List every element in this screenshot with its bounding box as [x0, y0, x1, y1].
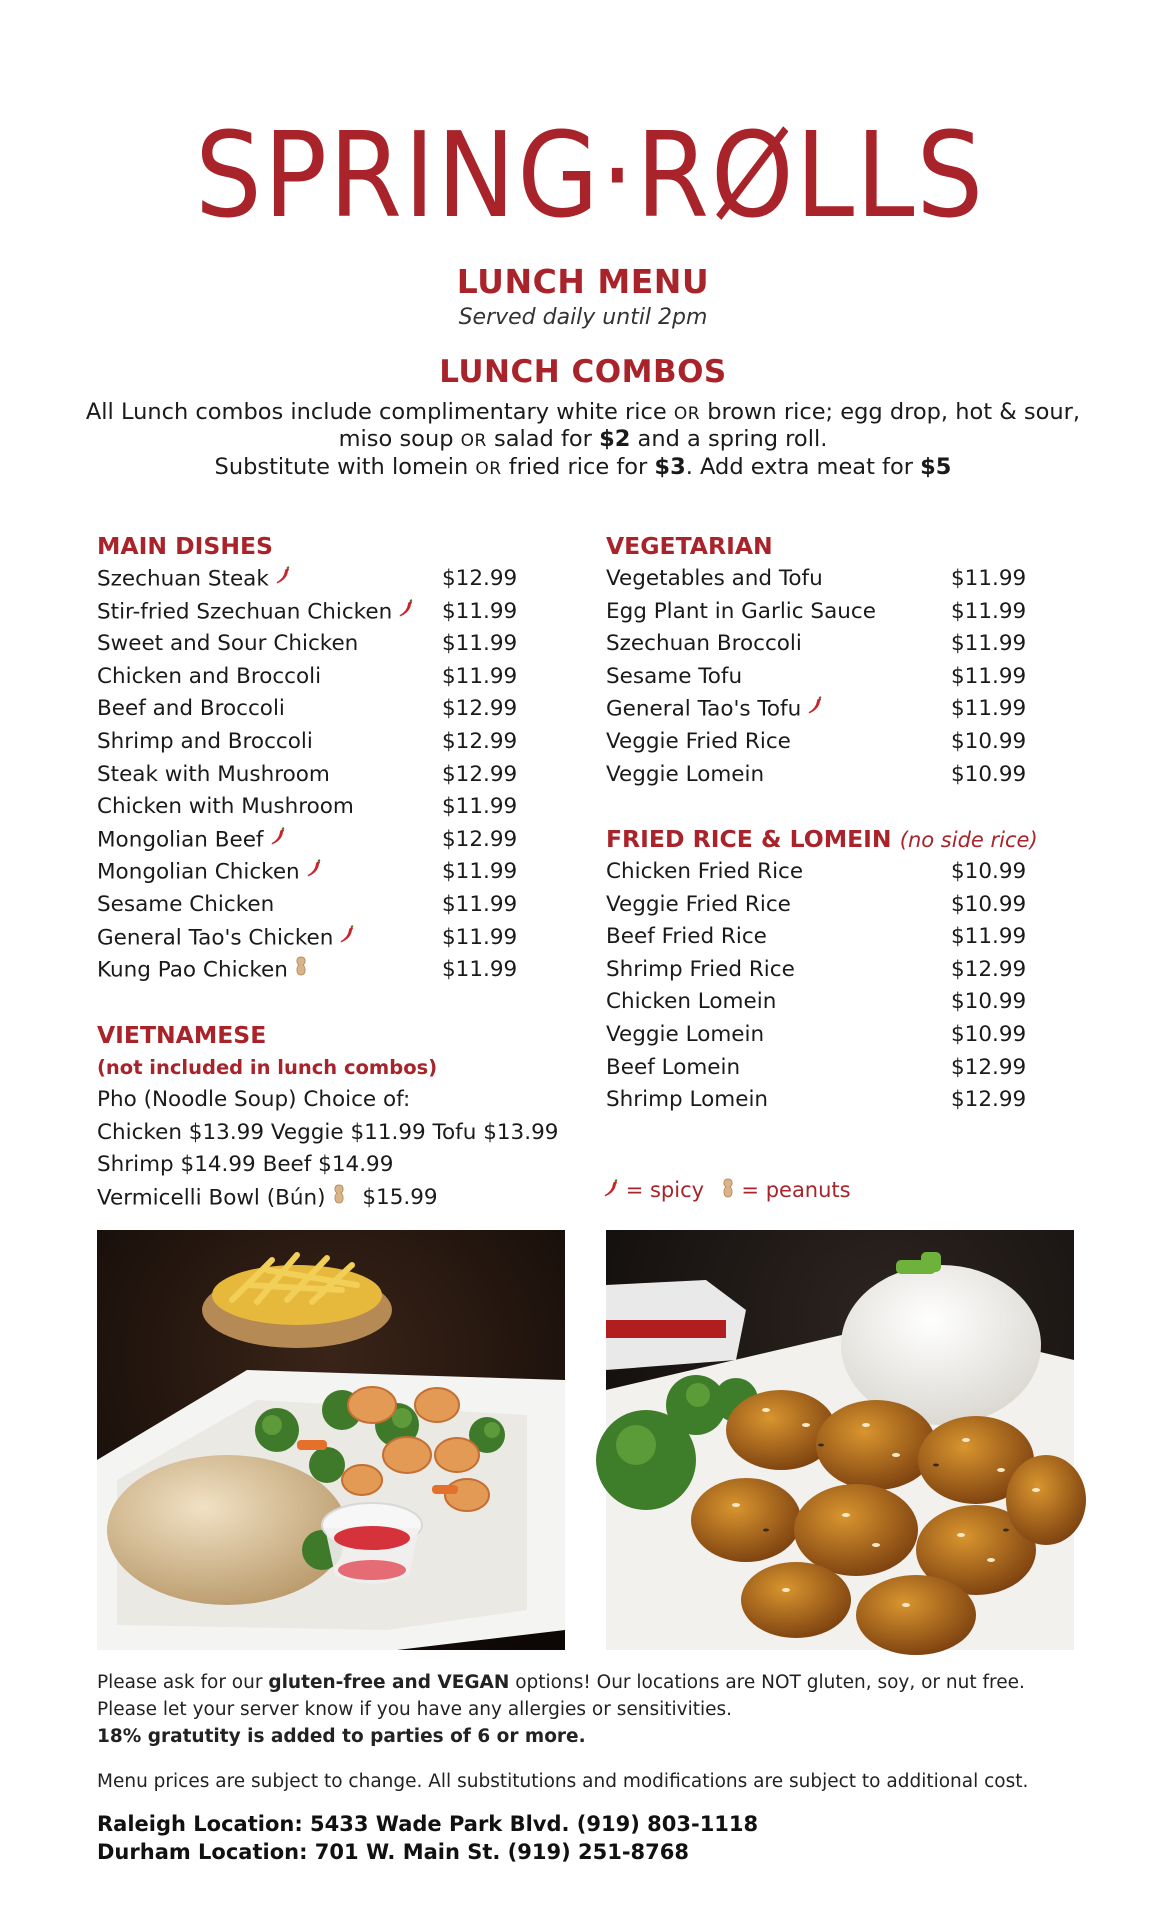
- main-dishes-section: [97, 529, 557, 987]
- shrimp-broccoli-photo: [97, 1230, 565, 1650]
- main-dish-item: [97, 824, 557, 857]
- main-dish-item-name: Kung Pao Chicken: [97, 957, 288, 983]
- main-dish-item: [97, 596, 557, 629]
- fried-rice-item-name: Chicken Fried Rice: [606, 859, 804, 884]
- main-dish-item-name: Mongolian Beef: [97, 827, 264, 853]
- vietnamese-title: VIETNAMESE: [97, 1021, 267, 1049]
- main-dish-item-price: $12.99: [442, 696, 518, 722]
- vegetarian-item-name: Egg Plant in Garlic Sauce: [606, 598, 876, 624]
- main-dish-item: [97, 954, 557, 987]
- chili-icon: [807, 693, 823, 726]
- combo-line-2: miso soup OR salad for $2 and a spring roll.: [338, 426, 828, 452]
- chili-icon: [275, 563, 291, 596]
- fried-rice-item-name: Shrimp Lomein: [606, 1087, 769, 1113]
- fried-rice-item-price: $10.99: [951, 859, 1027, 884]
- main-dish-item-name: Sweet and Sour Chicken: [97, 631, 359, 657]
- main-dishes-title: MAIN DISHES: [97, 532, 273, 560]
- spring-rolls-logo: [190, 88, 990, 248]
- fried-rice-item: [606, 954, 1066, 987]
- footer-line-1: Please ask for our gluten-free and VEGAN options! Our locations are NOT gluten, soy, or nut free.: [97, 1672, 1025, 1693]
- fried-rice-section: [606, 822, 1066, 1117]
- vegetarian-item-price: $11.99: [951, 598, 1027, 624]
- main-dish-item-name: Mongolian Chicken: [97, 859, 300, 885]
- main-dish-item-price: $11.99: [442, 891, 518, 917]
- main-dish-item-name: General Tao's Chicken: [97, 924, 334, 950]
- vegetarian-item-price: $11.99: [951, 663, 1027, 689]
- vegetarian-item-price: $11.99: [951, 696, 1027, 722]
- main-dish-item-name: Szechuan Steak: [97, 566, 269, 592]
- vegetarian-item-price: $10.99: [951, 728, 1027, 754]
- fried-rice-item-name: Veggie Fried Rice: [606, 891, 791, 917]
- fried-rice-item-price: $12.99: [951, 1087, 1027, 1113]
- fried-rice-item: [606, 1084, 1066, 1117]
- vegetarian-item-name: Veggie Fried Rice: [606, 728, 791, 754]
- main-dish-item: [97, 791, 557, 824]
- sesame-chicken-photo: [606, 1230, 1074, 1650]
- icon-legend: [603, 1175, 851, 1205]
- footer-line-4: Menu prices are subject to change. All substitutions and modifications are subject to additional cost.: [97, 1771, 1029, 1792]
- fried-rice-item-name: Beef Fried Rice: [606, 924, 767, 950]
- vegetarian-item-price: $10.99: [951, 761, 1027, 787]
- chili-icon: [306, 856, 322, 889]
- fried-rice-item-price: $12.99: [951, 956, 1027, 982]
- main-dish-item-name: Steak with Mushroom: [97, 761, 330, 787]
- vegetarian-item: [606, 563, 1066, 596]
- fried-rice-item-price: $12.99: [951, 1054, 1027, 1080]
- fried-rice-note: (no side rice): [899, 828, 1038, 852]
- chili-icon: [339, 922, 355, 955]
- main-dishes-list: [97, 563, 557, 987]
- fried-rice-item: [606, 856, 1066, 889]
- main-dish-item: [97, 759, 557, 792]
- vegetarian-title: VEGETARIAN: [606, 532, 773, 560]
- main-dish-item-price: $11.99: [442, 859, 518, 885]
- main-dish-item: [97, 726, 557, 759]
- fried-rice-title: FRIED RICE & LOMEIN (no side rice): [606, 825, 1038, 853]
- raleigh-location: Raleigh Location: 5433 Wade Park Blvd. (919) 803-1118: [97, 1812, 759, 1836]
- vegetarian-item-price: $11.99: [951, 631, 1027, 657]
- main-dish-item-price: $11.99: [442, 924, 518, 950]
- vegetarian-item: [606, 759, 1066, 792]
- main-dish-item: [97, 693, 557, 726]
- main-dish-item-price: $12.99: [442, 728, 518, 754]
- vermicelli-line: Vermicelli Bowl (Bún) $15.99: [97, 1182, 597, 1215]
- legend-spicy: = spicy: [625, 1178, 705, 1202]
- main-dish-item-price: $11.99: [442, 794, 518, 820]
- pho-prices-2: Shrimp $14.99 Beef $14.99: [97, 1152, 394, 1177]
- main-dish-item-name: Stir-fried Szechuan Chicken: [97, 598, 393, 624]
- vegetarian-section: [606, 529, 1066, 791]
- vegetarian-item-name: Sesame Tofu: [606, 663, 743, 689]
- pho-line: Pho (Noodle Soup) Choice of:: [97, 1087, 411, 1112]
- fried-rice-item-price: $10.99: [951, 1021, 1027, 1047]
- main-dish-item-name: Chicken and Broccoli: [97, 663, 322, 689]
- vegetarian-item: [606, 693, 1066, 726]
- main-dish-item-name: Chicken with Mushroom: [97, 794, 354, 820]
- fried-rice-item-name: Chicken Lomein: [606, 989, 777, 1015]
- fried-rice-item-name: Veggie Lomein: [606, 1021, 765, 1047]
- peanut-icon: [332, 1182, 346, 1215]
- main-dish-item: [97, 628, 557, 661]
- fried-rice-item-price: $11.99: [951, 924, 1027, 950]
- vegetarian-item: [606, 628, 1066, 661]
- fried-rice-item: [606, 986, 1066, 1019]
- vegetarian-item-name: Veggie Lomein: [606, 761, 765, 787]
- chili-icon: [398, 596, 414, 629]
- fried-rice-item: [606, 921, 1066, 954]
- main-dish-item-name: Sesame Chicken: [97, 891, 275, 917]
- vegetarian-item-name: Vegetables and Tofu: [606, 566, 823, 591]
- page-title: LUNCH MENU: [456, 262, 710, 301]
- peanut-icon: [294, 954, 308, 987]
- main-dish-item: [97, 922, 557, 955]
- pho-prices-1: Chicken $13.99 Veggie $11.99 Tofu $13.99: [97, 1119, 559, 1145]
- chili-icon: [270, 824, 286, 857]
- fried-rice-item-price: $10.99: [951, 989, 1027, 1015]
- combo-line-3: Substitute with lomein OR fried rice for $3. Add extra meat for $5: [214, 454, 952, 480]
- main-dish-item-price: $11.99: [442, 598, 518, 624]
- main-dish-item-price: $12.99: [442, 566, 518, 591]
- footer-line-2: Please let your server know if you have any allergies or sensitivities.: [97, 1699, 732, 1720]
- vegetarian-item-name: Szechuan Broccoli: [606, 631, 802, 657]
- logo-text: SPRING·RØLLS: [195, 106, 985, 244]
- combo-line-1: All Lunch combos include complimentary white rice OR brown rice; egg drop, hot & sour,: [85, 399, 1081, 425]
- vegetarian-list: [606, 563, 1066, 791]
- vietnamese-subtitle: (not included in lunch combos): [97, 1056, 438, 1079]
- fried-rice-item: [606, 889, 1066, 922]
- fried-rice-item: [606, 1019, 1066, 1052]
- main-dish-item-price: $11.99: [442, 957, 518, 983]
- peanut-icon: [721, 1176, 735, 1206]
- served-note: Served daily until 2pm: [458, 305, 708, 330]
- main-dish-item-price: $11.99: [442, 631, 518, 657]
- chili-icon: [603, 1176, 619, 1206]
- legend-peanuts: = peanuts: [741, 1178, 851, 1202]
- fried-rice-item: [606, 1052, 1066, 1085]
- main-dish-item-price: $11.99: [442, 663, 518, 689]
- fried-rice-list: [606, 856, 1066, 1117]
- vegetarian-item-price: $11.99: [951, 566, 1027, 591]
- main-dish-item: [97, 661, 557, 694]
- main-dish-item-price: $12.99: [442, 826, 518, 852]
- vegetarian-item: [606, 596, 1066, 629]
- durham-location: Durham Location: 701 W. Main St. (919) 251-8768: [97, 1840, 690, 1864]
- main-dish-item-name: Beef and Broccoli: [97, 696, 285, 722]
- main-dish-item: [97, 856, 557, 889]
- vegetarian-item: [606, 726, 1066, 759]
- main-dish-item: [97, 889, 557, 922]
- fried-rice-item-price: $10.99: [951, 891, 1027, 917]
- main-dish-item: [97, 563, 557, 596]
- fried-rice-item-name: Shrimp Fried Rice: [606, 956, 795, 982]
- main-dish-item-name: Shrimp and Broccoli: [97, 728, 313, 754]
- combos-title: LUNCH COMBOS: [439, 354, 727, 390]
- main-dish-item-price: $12.99: [442, 761, 518, 787]
- vegetarian-item: [606, 661, 1066, 694]
- vietnamese-section: [97, 1018, 597, 1214]
- footer-line-3: 18% gratutity is added to parties of 6 or more.: [97, 1726, 586, 1747]
- vegetarian-item-name: General Tao's Tofu: [606, 696, 802, 722]
- fried-rice-item-name: Beef Lomein: [606, 1054, 741, 1080]
